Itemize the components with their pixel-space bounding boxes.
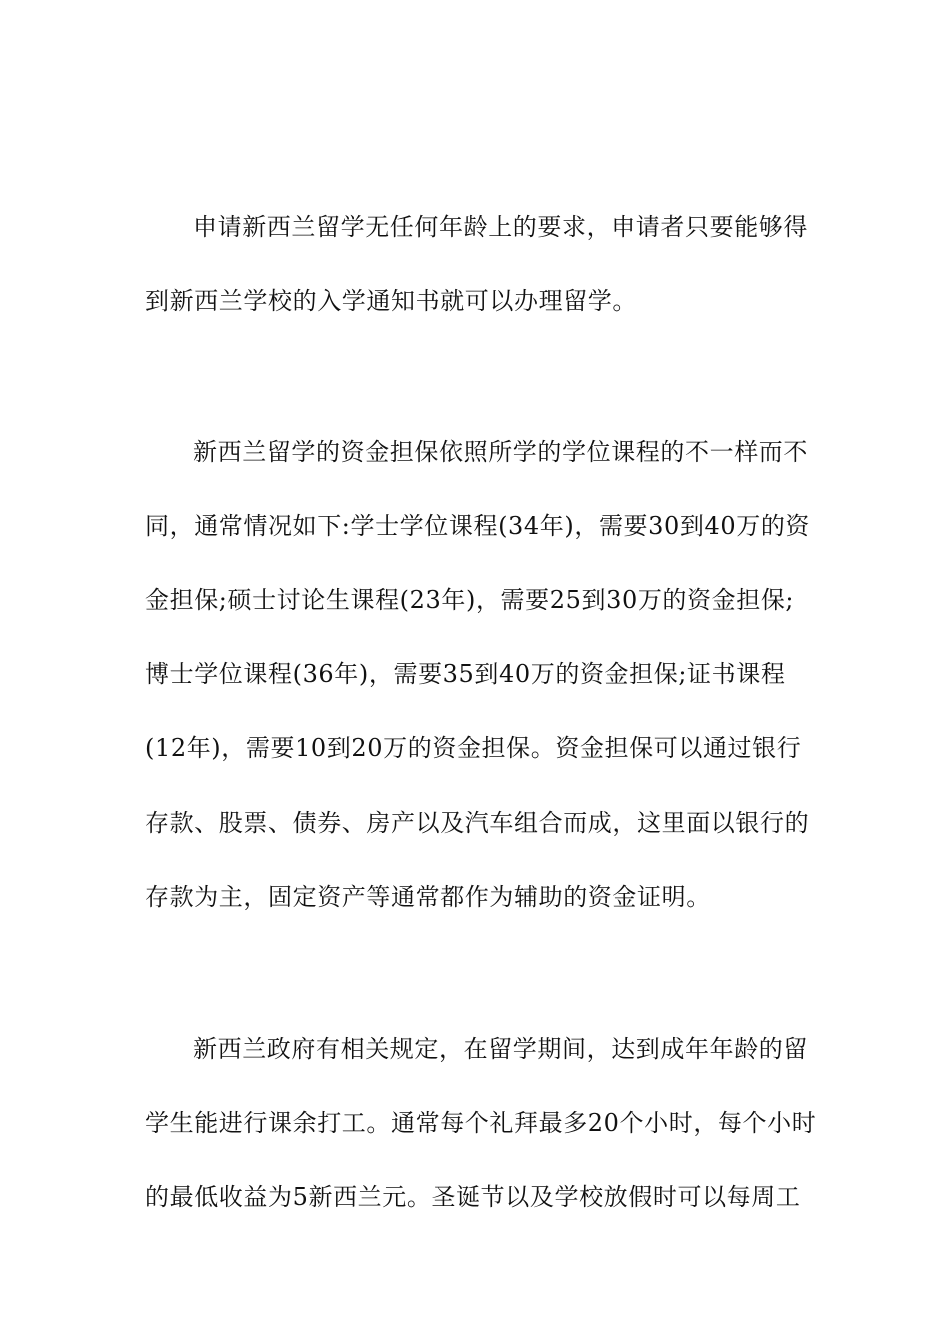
paragraph-line: 申请新西兰留学无任何年龄上的要求，申请者只要能够得 bbox=[193, 213, 808, 241]
paragraph-line: 学生能进行课余打工。通常每个礼拜最多20个小时，每个小时 bbox=[145, 1109, 817, 1137]
paragraph-line: 同，通常情况如下:学士学位课程(34年)，需要30到40万的资 bbox=[145, 512, 811, 540]
paragraph-line: 的最低收益为5新西兰元。圣诞节以及学校放假时可以每周工 bbox=[145, 1183, 801, 1211]
paragraph-line: 新西兰政府有相关规定，在留学期间，达到成年年龄的留 bbox=[193, 1035, 808, 1063]
paragraph-line: 存款、股票、债券、房产以及汽车组合而成，这里面以银行的 bbox=[145, 809, 810, 837]
paragraph-line: 金担保;硕士讨论生课程(23年)，需要25到30万的资金担保; bbox=[145, 586, 795, 614]
paragraph-line: 到新西兰学校的入学通知书就可以办理留学。 bbox=[145, 287, 637, 315]
paragraph-line: 新西兰留学的资金担保依照所学的学位课程的不一样而不 bbox=[193, 438, 808, 466]
paragraph-line: (12年)，需要10到20万的资金担保。资金担保可以通过银行 bbox=[145, 734, 802, 762]
paragraph-line: 存款为主，固定资产等通常都作为辅助的资金证明。 bbox=[145, 883, 711, 911]
paragraph-line: 博士学位课程(36年)，需要35到40万的资金担保;证书课程 bbox=[145, 660, 786, 688]
